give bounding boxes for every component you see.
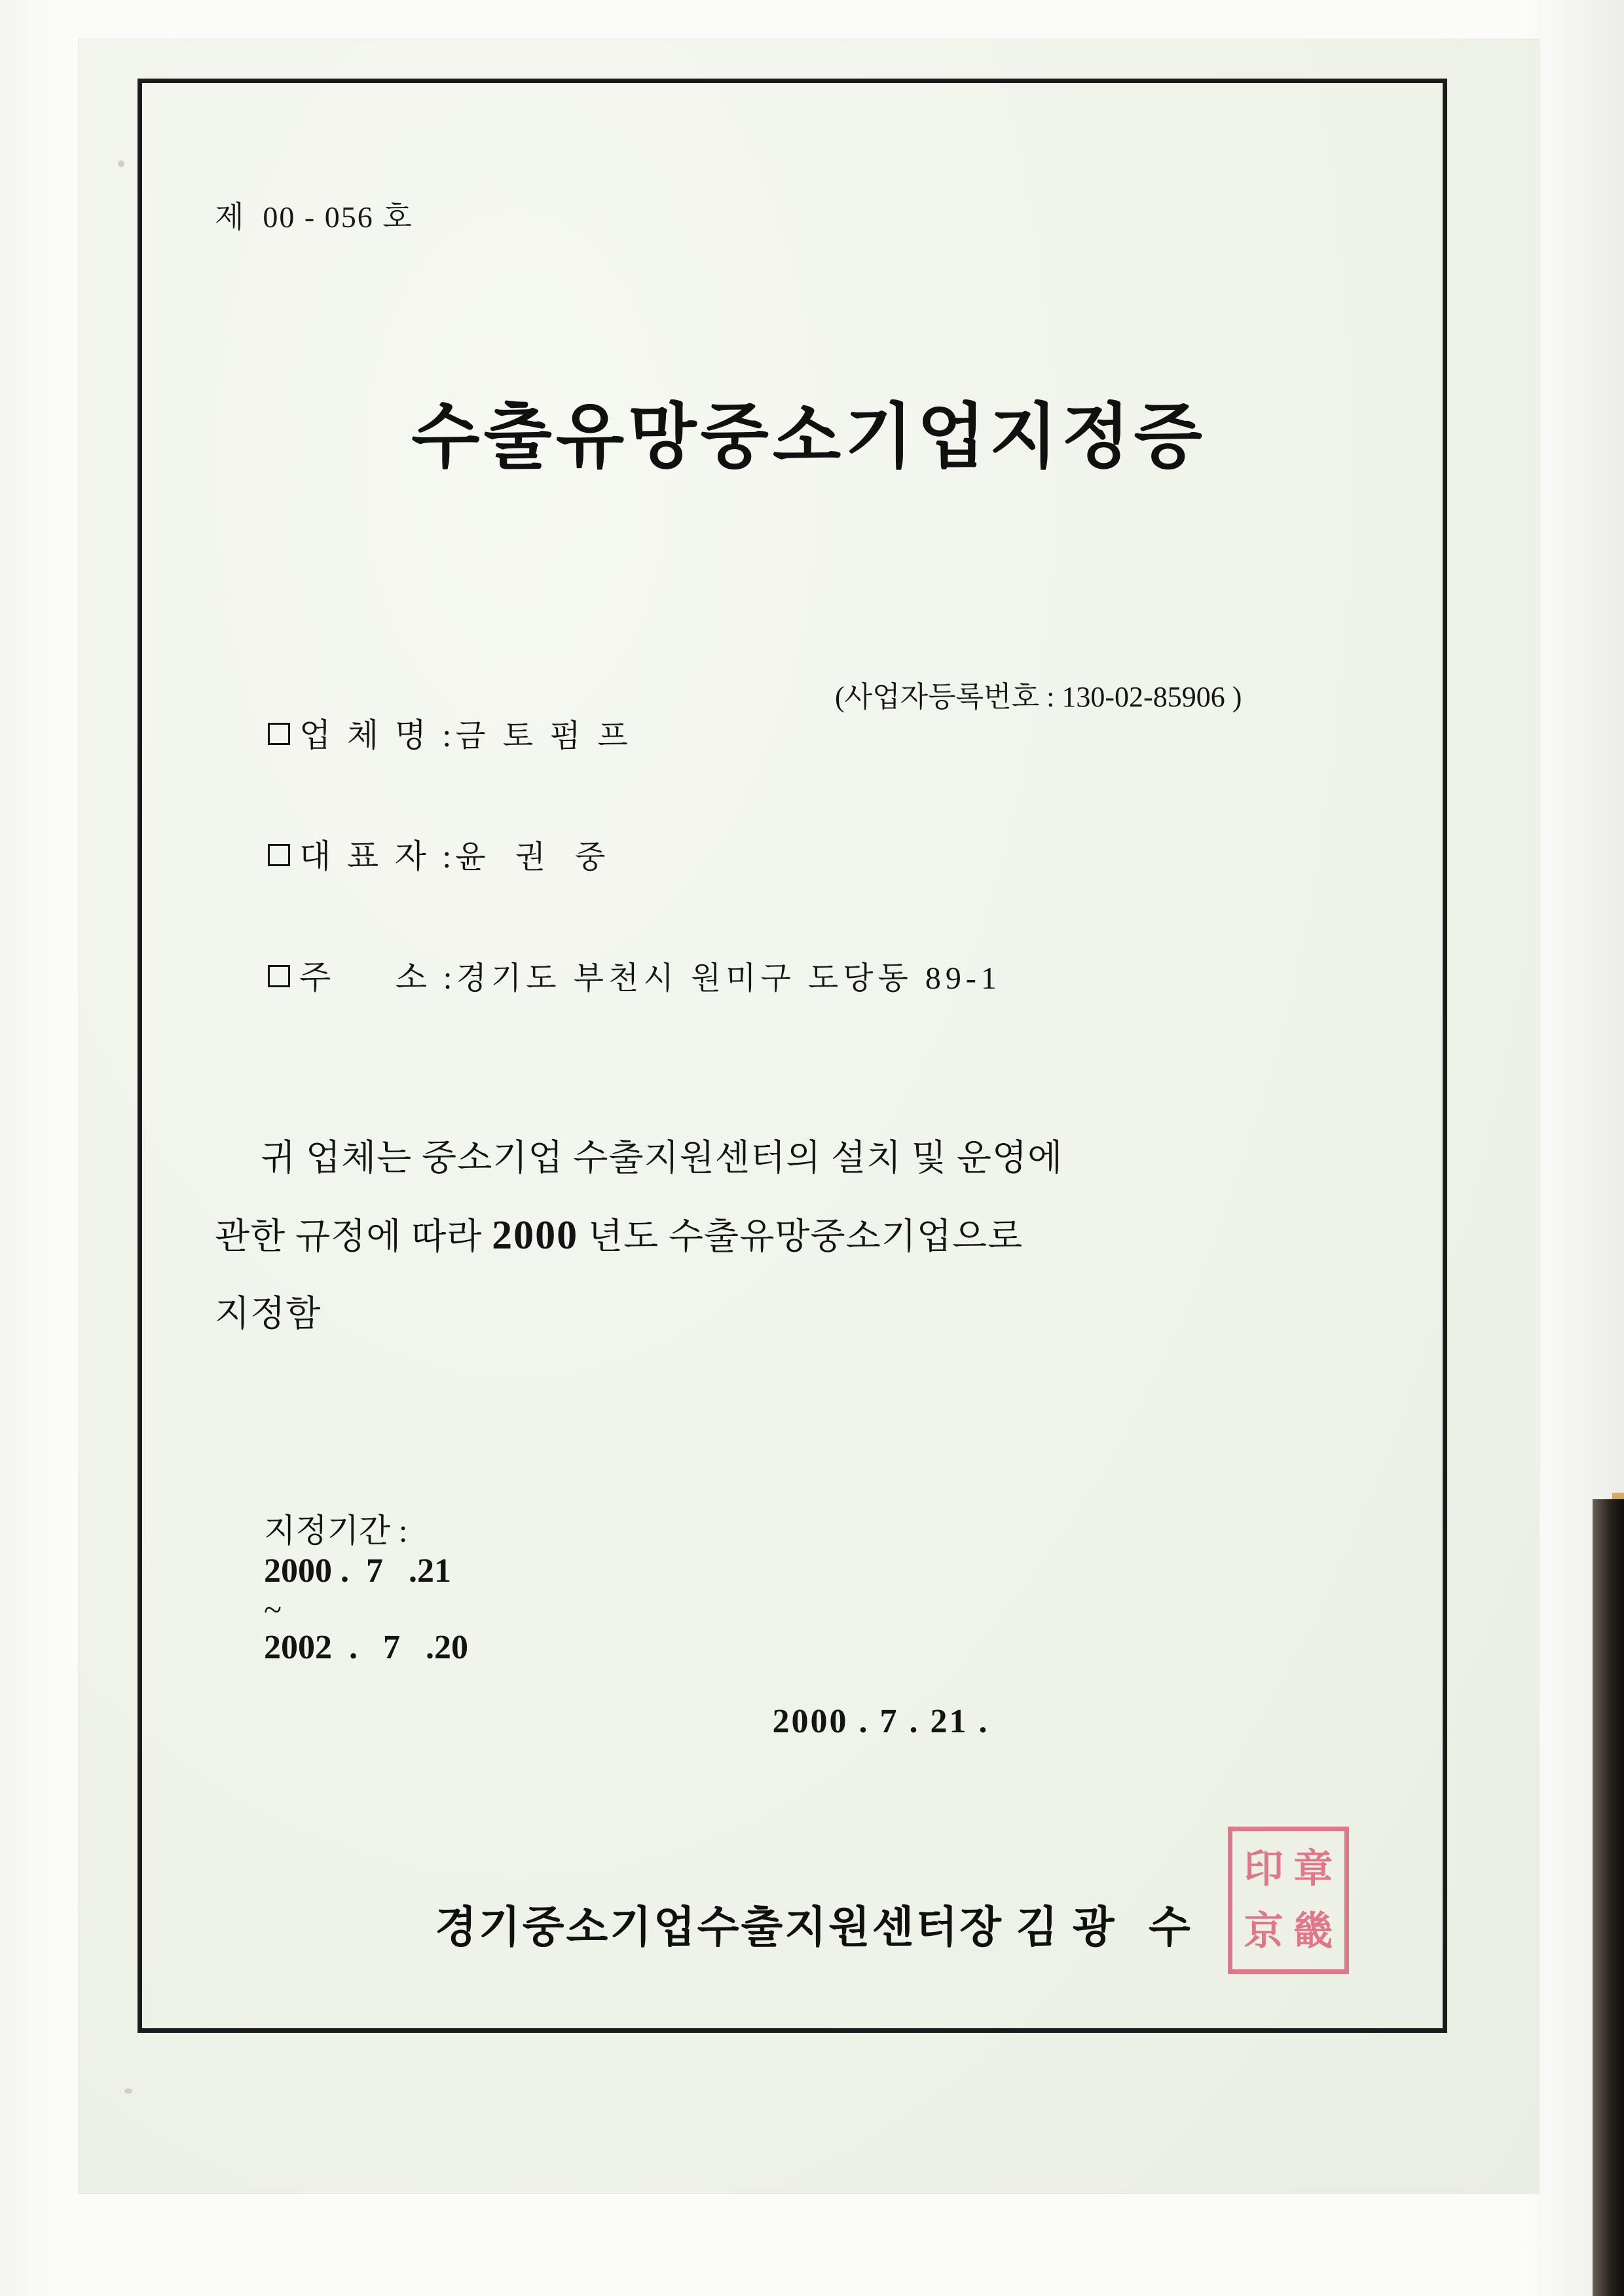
seal-glyph: 京 [1244, 1908, 1283, 1955]
scan-speck [118, 160, 124, 167]
field-representative [215, 792, 610, 915]
field-value: 윤 권 중 [455, 840, 610, 875]
seal-glyph: 畿 [1293, 1908, 1333, 1955]
period-end: 2002 . 7 .20 [264, 1629, 468, 1666]
official-seal-stamp [1228, 1827, 1349, 1974]
seal-glyphs [1239, 1838, 1338, 1963]
business-registration-number: (사업자등록번호 : 130-02-85906 ) [835, 681, 1242, 713]
seal-glyph: 章 [1293, 1846, 1333, 1892]
signer-name: 광 수 [1072, 1904, 1202, 1952]
period-start: 2000 . 7 .21 [264, 1552, 451, 1590]
body-line-1: 귀 업체는 중소기업 수출지원센터의 설치 및 운영에 [261, 1138, 1063, 1178]
issue-date: 2000 . 7 . 21 . [772, 1703, 989, 1740]
seal-glyph: 印 [1244, 1846, 1283, 1892]
document-number: 제 00 - 056 호 [215, 200, 413, 234]
field-address [215, 913, 1001, 1036]
designation-period [215, 1467, 468, 1705]
checkbox-icon [268, 723, 290, 745]
certificate-sheet [79, 39, 1539, 2193]
body-line-2-pre: 관한 규정에 따라 [215, 1216, 483, 1256]
field-label: 주 소 : [299, 959, 456, 996]
signer-title: 경기중소기업수출지원센터장 김 [435, 1904, 1060, 1952]
period-label: 지정기간 : [264, 1512, 408, 1549]
period-separator: ~ [264, 1591, 282, 1628]
field-value: 경기도 부천시 원미구 도당동 89-1 [456, 961, 1001, 996]
scanner-dark-edge [1593, 1499, 1624, 2296]
page-title: 수출유망중소기업지정증 [411, 399, 1206, 477]
checkbox-icon [268, 844, 290, 866]
body-line-3: 지정함 [215, 1294, 322, 1334]
scan-speck [124, 2088, 132, 2094]
field-label: 업 체 명 : [299, 717, 456, 754]
field-value: 금 토 펌 프 [455, 719, 633, 754]
body-line-2-post: 년도 수출유망중소기업으로 [587, 1216, 1024, 1256]
field-label: 대 표 자 : [299, 838, 456, 875]
field-company-name [215, 671, 633, 794]
designation-year: 2000 [492, 1213, 579, 1258]
checkbox-icon [268, 965, 290, 987]
body-paragraph [215, 1120, 1387, 1353]
